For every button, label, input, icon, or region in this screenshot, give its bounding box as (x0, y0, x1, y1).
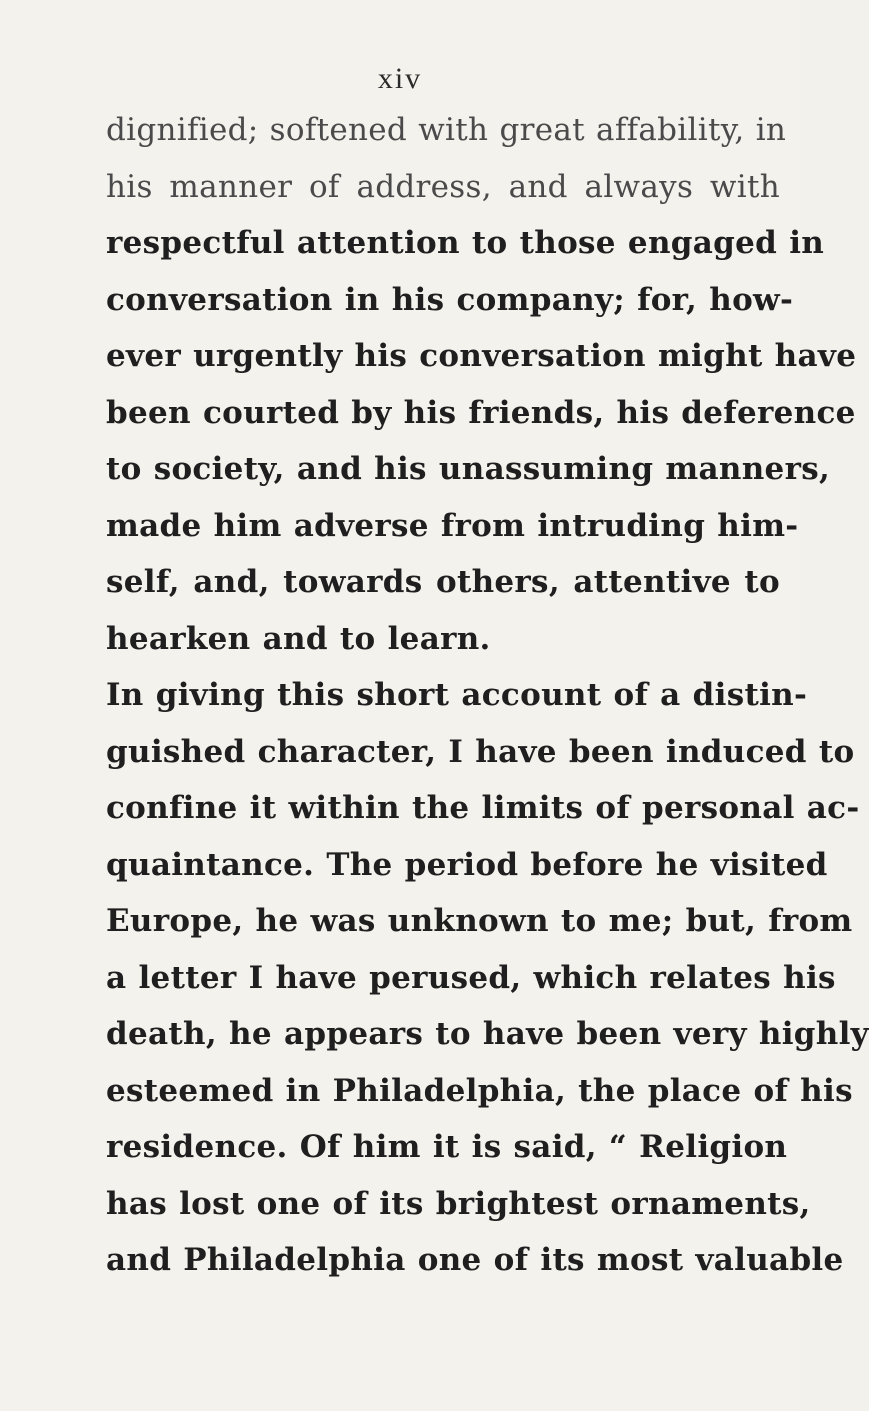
text-line: self, and, towards others, attentive to (106, 564, 780, 600)
text-line: dignified; softened with great affability, in (106, 112, 787, 148)
text-line: residence. Of him it is said, “ Religion (106, 1129, 788, 1165)
text-line: conversation in his company; for, how- (106, 281, 794, 318)
text-line: quaintance. The period before he visited (106, 846, 828, 883)
text-line: hearken and to learn. (106, 620, 491, 657)
body-text (106, 102, 869, 1289)
text-line: esteemed in Philadelphia, the place of his (106, 1072, 853, 1109)
text-line: and Philadelphia one of its most valuable (106, 1242, 844, 1278)
text-line: to society, and his unassuming manners, (106, 451, 831, 487)
text-line: has lost one of its brightest ornaments, (106, 1185, 811, 1222)
text-line: ever urgently his conversation might have (106, 338, 857, 374)
text-line: his manner of address, and always with (106, 168, 780, 205)
text-line: a letter I have perused, which relates his (106, 959, 836, 996)
text-line: guished character, I have been induced to (106, 733, 855, 770)
text-line: made him adverse from intruding him- (106, 507, 799, 544)
text-line: respectful attention to those engaged in (106, 225, 825, 261)
text-line: confine it within the limits of personal ac- (106, 790, 860, 826)
text-line: In giving this short account of a distin- (106, 677, 808, 713)
text-line: death, he appears to have been very highly (106, 1016, 869, 1052)
page-number: xiv (377, 62, 423, 95)
text-line: been courted by his friends, his deference (106, 394, 856, 431)
text-line: Europe, he was unknown to me; but, from (106, 903, 853, 939)
